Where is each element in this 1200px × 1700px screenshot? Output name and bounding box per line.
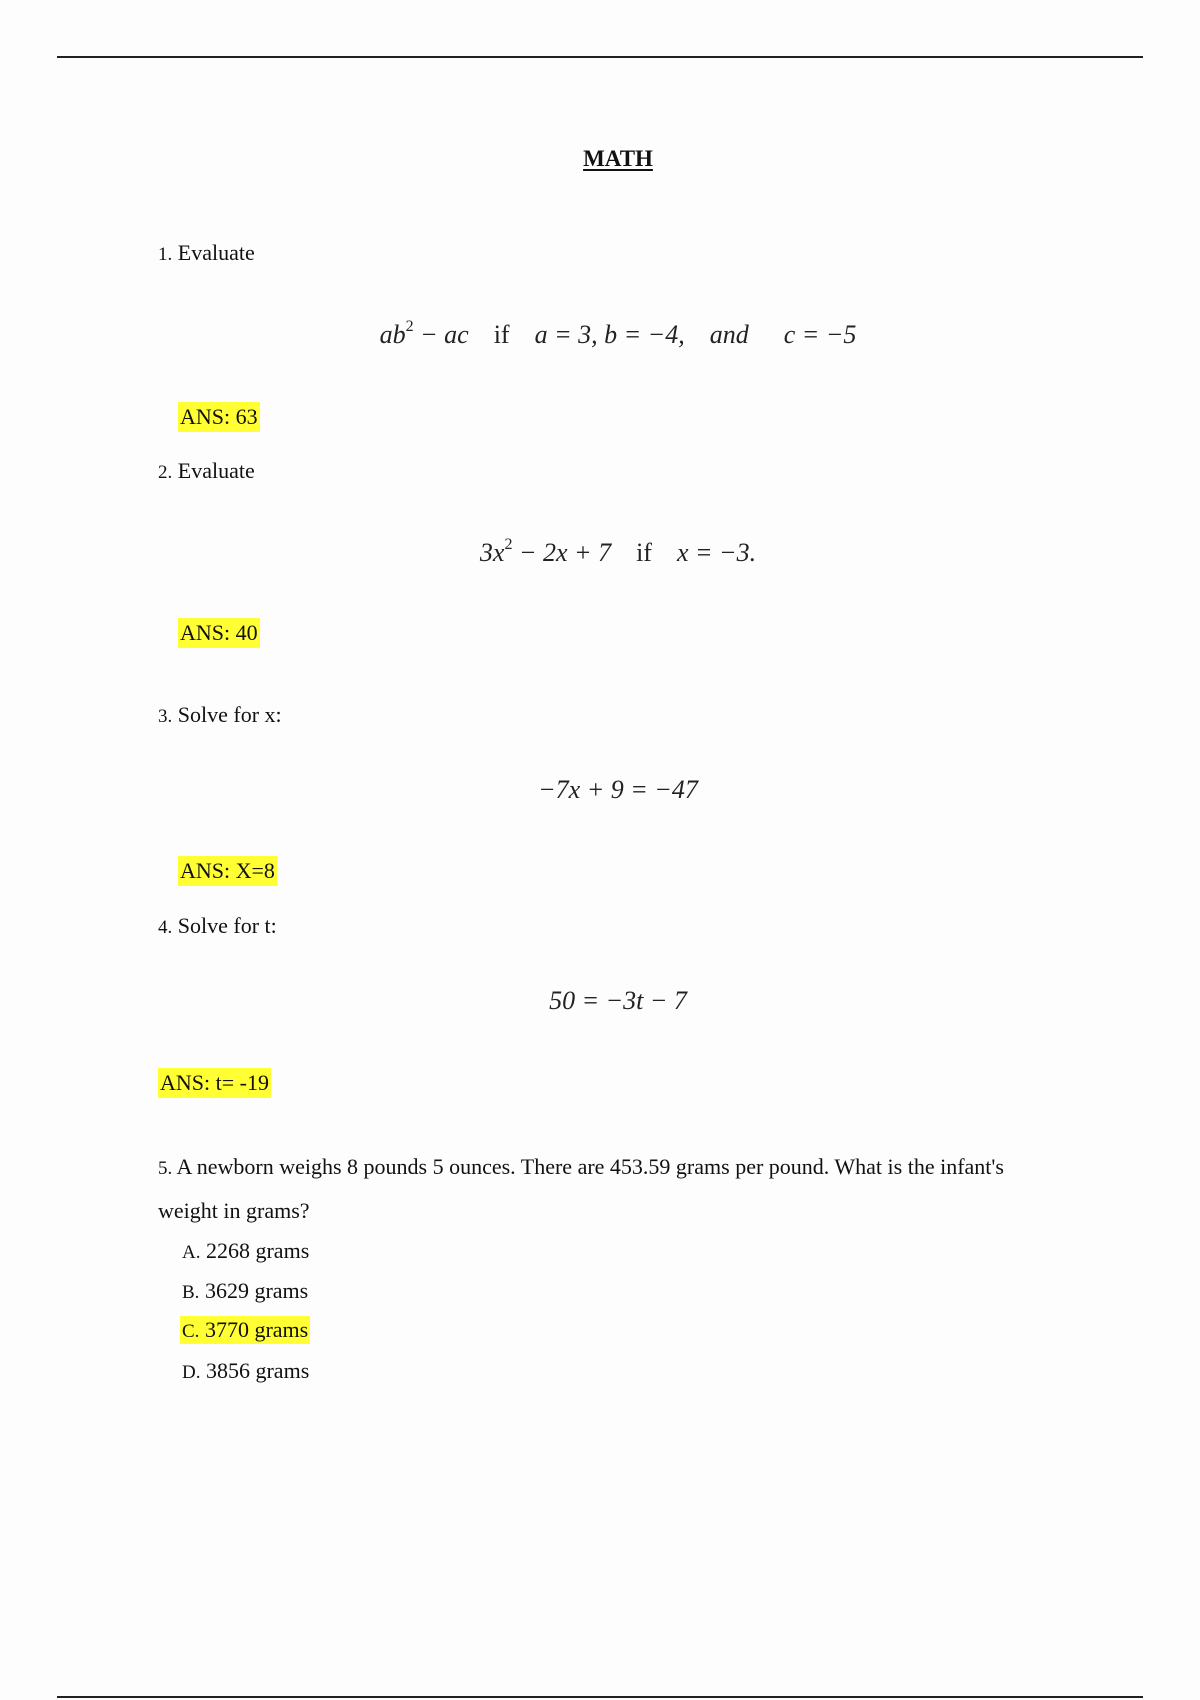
answer-2: ANS: 40 <box>178 618 260 648</box>
option-letter: C. <box>182 1321 200 1342</box>
question-text: A newborn weighs 8 pounds 5 ounces. There are 453.59 grams per pound. What is the infant's weight in grams? <box>158 1154 1004 1223</box>
formula-term: 3x <box>479 538 505 567</box>
formula-if: if <box>636 538 652 567</box>
question-3-formula <box>0 775 1200 805</box>
option-b <box>180 1277 310 1305</box>
formula-condition-b: b = −4, <box>604 320 685 349</box>
formula-condition-a: a = 3, <box>534 320 598 349</box>
option-letter: A. <box>182 1242 201 1263</box>
formula-equation: 50 = −3t − 7 <box>549 986 687 1015</box>
option-text: 3629 grams <box>204 1278 309 1303</box>
answer-3: ANS: X=8 <box>178 856 277 886</box>
option-c-highlighted <box>180 1316 310 1344</box>
formula-term: ab <box>379 320 406 349</box>
question-number: 4. <box>158 917 173 938</box>
option-text: 3856 grams <box>205 1358 310 1383</box>
answer-4: ANS: t= -19 <box>158 1068 271 1098</box>
question-2-prompt <box>158 458 255 484</box>
question-text: Solve for t: <box>177 913 277 938</box>
option-letter: D. <box>182 1362 201 1383</box>
option-a <box>180 1237 311 1265</box>
formula-condition: x = −3. <box>676 538 757 567</box>
question-number: 1. <box>158 244 173 265</box>
option-d <box>180 1357 311 1385</box>
question-number: 3. <box>158 706 173 727</box>
formula-exponent: 2 <box>504 536 513 553</box>
question-4-formula <box>0 986 1200 1016</box>
bottom-rule <box>57 1696 1143 1698</box>
answer-1: ANS: 63 <box>178 402 260 432</box>
page-title: MATH <box>583 146 653 171</box>
formula-exponent: 2 <box>405 318 414 335</box>
question-2-formula <box>0 536 1200 568</box>
formula-and: and <box>709 320 749 349</box>
formula-term: − ac <box>420 320 469 349</box>
question-number: 2. <box>158 462 173 483</box>
top-rule <box>57 56 1143 58</box>
question-number: 5. <box>158 1158 173 1179</box>
question-text: Evaluate <box>177 458 255 483</box>
question-text: Solve for x: <box>177 702 282 727</box>
question-1-prompt <box>158 240 255 266</box>
formula-condition-c: c = −5 <box>783 320 857 349</box>
option-letter: B. <box>182 1282 200 1303</box>
question-1-formula <box>0 318 1200 350</box>
question-4-prompt <box>158 913 277 939</box>
option-text: 2268 grams <box>205 1238 310 1263</box>
option-text: 3770 grams <box>204 1317 309 1342</box>
formula-if: if <box>493 320 510 349</box>
question-text: Evaluate <box>177 240 255 265</box>
formula-term: − 2x + 7 <box>518 538 612 567</box>
formula-equation: −7x + 9 = −47 <box>538 775 698 804</box>
question-5-text <box>158 1146 1058 1232</box>
question-3-prompt <box>158 702 282 728</box>
